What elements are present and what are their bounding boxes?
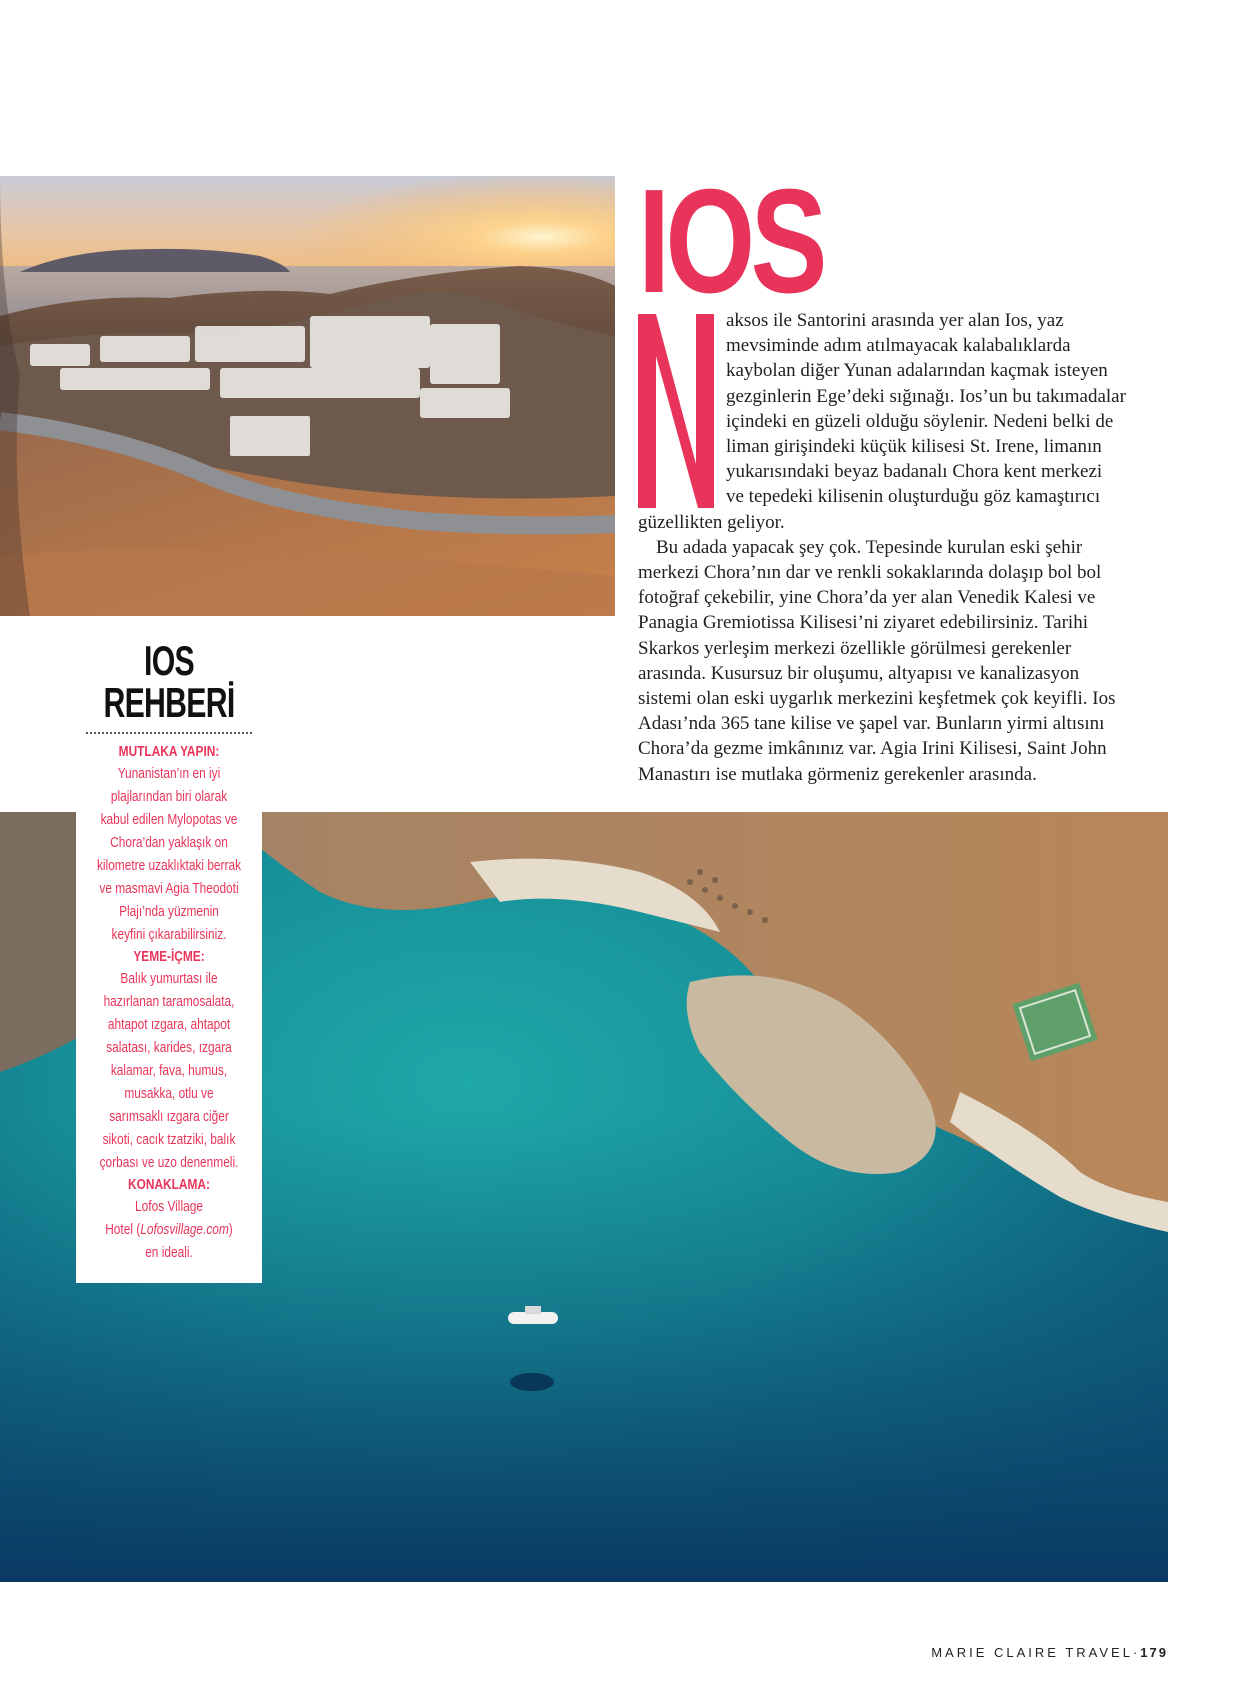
- guide-line: kilometre uzaklıktaki berrak: [96, 858, 242, 874]
- body-line: Chora’da gezme imkânınız var. Agia Irini Kilisesi, Saint John: [638, 738, 1107, 760]
- guide-line: Lofos Village: [135, 1199, 203, 1215]
- guide-line: Chora’dan yaklaşık on: [110, 835, 228, 851]
- guide-line: ahtapot ızgara, ahtapot: [107, 1017, 231, 1033]
- sunset-chora-photo: [0, 176, 615, 616]
- body-line: içindeki en güzeli olduğu söylenir. Nedeni belki de: [726, 410, 1114, 432]
- page-number: 179: [1140, 1645, 1168, 1660]
- body-line: Bu adada yapacak şey çok. Tepesinde kurulan eski şehir: [656, 536, 1083, 558]
- guide-line: Balık yumurtası ile: [120, 971, 218, 987]
- body-line: Adası’nda 365 tane kilise ve şapel var. Bunların yirmi altısını: [638, 713, 1105, 735]
- article-title: IOS: [638, 159, 823, 324]
- guide-line: kabul edilen Mylopotas ve: [100, 812, 238, 828]
- guide-line: sarımsaklı ızgara ciğer: [109, 1109, 229, 1125]
- guide-line: hazırlanan taramosalata,: [103, 994, 235, 1010]
- hotel-website-link[interactable]: Lofosvillage.com: [140, 1222, 229, 1238]
- article-body: [638, 308, 1160, 787]
- body-line: merkezi Chora’nın dar ve renkli sokaklarında dolaşıp bol bol: [638, 562, 1102, 584]
- body-line: Skarkos yerleşim merkezi özellikle görülmesi gerekenler: [638, 637, 1072, 659]
- guide-line: Yunanistan’ın en iyi: [117, 766, 221, 782]
- guide-line: en ideali.: [145, 1245, 193, 1261]
- hotel-suffix: ): [228, 1222, 233, 1238]
- body-line: Panagia Gremiotissa Kilisesi’ni ziyaret edebilirsiniz. Tarihi: [638, 612, 1088, 634]
- body-line: ve tepedeki kilisenin oluşturduğu göz kamaştırıcı: [726, 486, 1101, 508]
- footer-separator: ·: [1132, 1645, 1141, 1660]
- guide-line: Plajı’nda yüzmenin: [119, 904, 219, 920]
- body-line: mevsiminde adım atılmayacak kalabalıklarda: [726, 335, 1071, 357]
- body-line: güzellikten geliyor.: [638, 511, 785, 533]
- guide-line: sikoti, cacık tzatziki, balık: [102, 1132, 236, 1148]
- guide-title-line2: REHBERİ: [103, 679, 235, 726]
- guide-line: çorbası ve uzo denenmeli.: [99, 1155, 239, 1171]
- body-line: kaybolan diğer Yunan adalarından kaçmak isteyen: [726, 360, 1108, 382]
- ios-guide-box: [76, 628, 262, 1283]
- guide-line: musakka, otlu ve: [124, 1086, 214, 1102]
- guide-title-line1: IOS: [144, 637, 194, 684]
- guide-hotel-line: [93, 1219, 246, 1242]
- body-line: fotoğraf çekebilir, yine Chora’da yer alan Venedik Kalesi ve: [638, 587, 1096, 609]
- magazine-name: MARIE CLAIRE TRAVEL: [931, 1645, 1133, 1660]
- guide-line: kalamar, fava, humus,: [110, 1063, 228, 1079]
- guide-heading-must-do: MUTLAKA YAPIN:: [118, 744, 220, 760]
- page-footer: [931, 1645, 1168, 1660]
- guide-line: keyfini çıkarabilirsiniz.: [111, 927, 227, 943]
- body-line: Manastırı ise mutlaka görmeniz gerekenler arasında.: [638, 763, 1037, 785]
- guide-heading-stay: KONAKLAMA:: [128, 1177, 210, 1193]
- guide-line: salatası, karides, ızgara: [106, 1040, 232, 1056]
- hotel-prefix: Hotel (: [105, 1222, 141, 1238]
- guide-line: ve masmavi Agia Theodoti: [99, 881, 239, 897]
- body-line: liman girişindeki küçük kilisesi St. Irene, limanın: [726, 436, 1102, 458]
- guide-heading-food: YEME-İÇME:: [133, 949, 205, 965]
- body-line: aksos ile Santorini arasında yer alan Ios, yaz: [726, 310, 1064, 331]
- body-line: arasında. Kusursuz bir oluşumu, altyapısı ve kanalizasyon: [638, 662, 1080, 684]
- body-line: yukarısındaki beyaz badanalı Chora kent merkezi: [726, 461, 1103, 483]
- body-line: gezginlerin Ege’deki sığınağı. Ios’un bu takımadalar: [726, 385, 1126, 407]
- guide-divider: [86, 732, 252, 734]
- body-line: sistemi olan eski uygarlık merkezini keşfetmek çok keyifli. Ios: [638, 688, 1116, 710]
- guide-line: plajlarından biri olarak: [110, 789, 228, 805]
